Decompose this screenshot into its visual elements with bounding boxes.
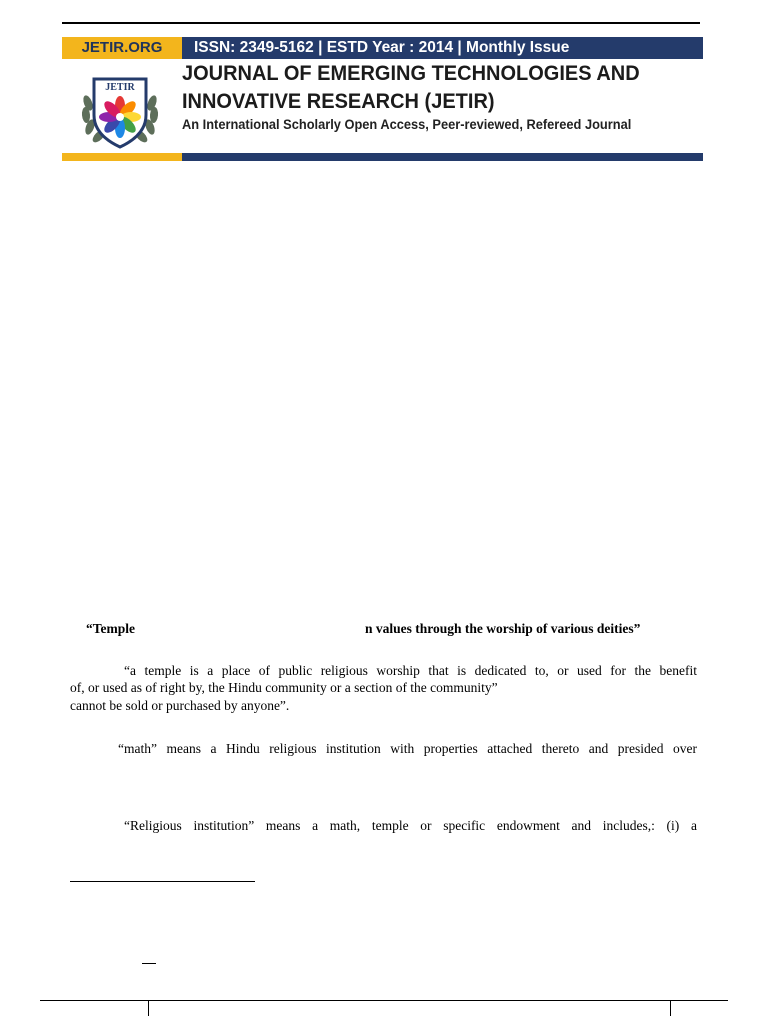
para1-line3: cannot be sold or purchased by anyone”. — [70, 698, 290, 713]
footnote-separator — [70, 881, 255, 882]
footnote-dash — [142, 963, 156, 964]
banner-bar-gold — [62, 153, 182, 161]
footer-rule — [40, 1000, 728, 1001]
para3-line1: “Religious institution” means a math, temple or specific endowment and includes,: (i) a — [124, 818, 697, 833]
footer-divider-left — [148, 1000, 149, 1016]
issn-text: ISSN: 2349-5162 | ESTD Year : 2014 | Monthly Issue — [194, 39, 570, 56]
para1-line2: of, or used as of right by, the Hindu community or a section of the community” — [70, 680, 498, 695]
jetir-logo — [74, 63, 166, 149]
para2-line1: “math” means a Hindu religious institution with properties attached thereto and presided over — [118, 741, 697, 756]
logo-text: JETIR — [105, 82, 135, 93]
site-label: JETIR.ORG — [81, 39, 163, 56]
journal-banner — [62, 37, 703, 161]
journal-subtitle: An International Scholarly Open Access, Peer-reviewed, Refereed Journal — [182, 117, 632, 132]
site-badge — [62, 37, 182, 59]
quote-fragment-right: n values through the worship of various deities” — [365, 621, 641, 636]
footer-divider-right — [670, 1000, 671, 1016]
logo-emblem-icon — [74, 63, 166, 149]
banner-bar-navy — [182, 153, 703, 161]
journal-title-line-2: INNOVATIVE RESEARCH (JETIR) — [182, 89, 495, 113]
para1-line1: “a temple is a place of public religious worship that is dedicated to, or used for the benefit — [124, 663, 697, 678]
quote-fragment-left: “Temple — [86, 621, 136, 636]
journal-title-line-1: JOURNAL OF EMERGING TECHNOLOGIES AND — [182, 61, 640, 85]
top-rule — [62, 22, 700, 24]
issn-strip — [182, 37, 703, 59]
